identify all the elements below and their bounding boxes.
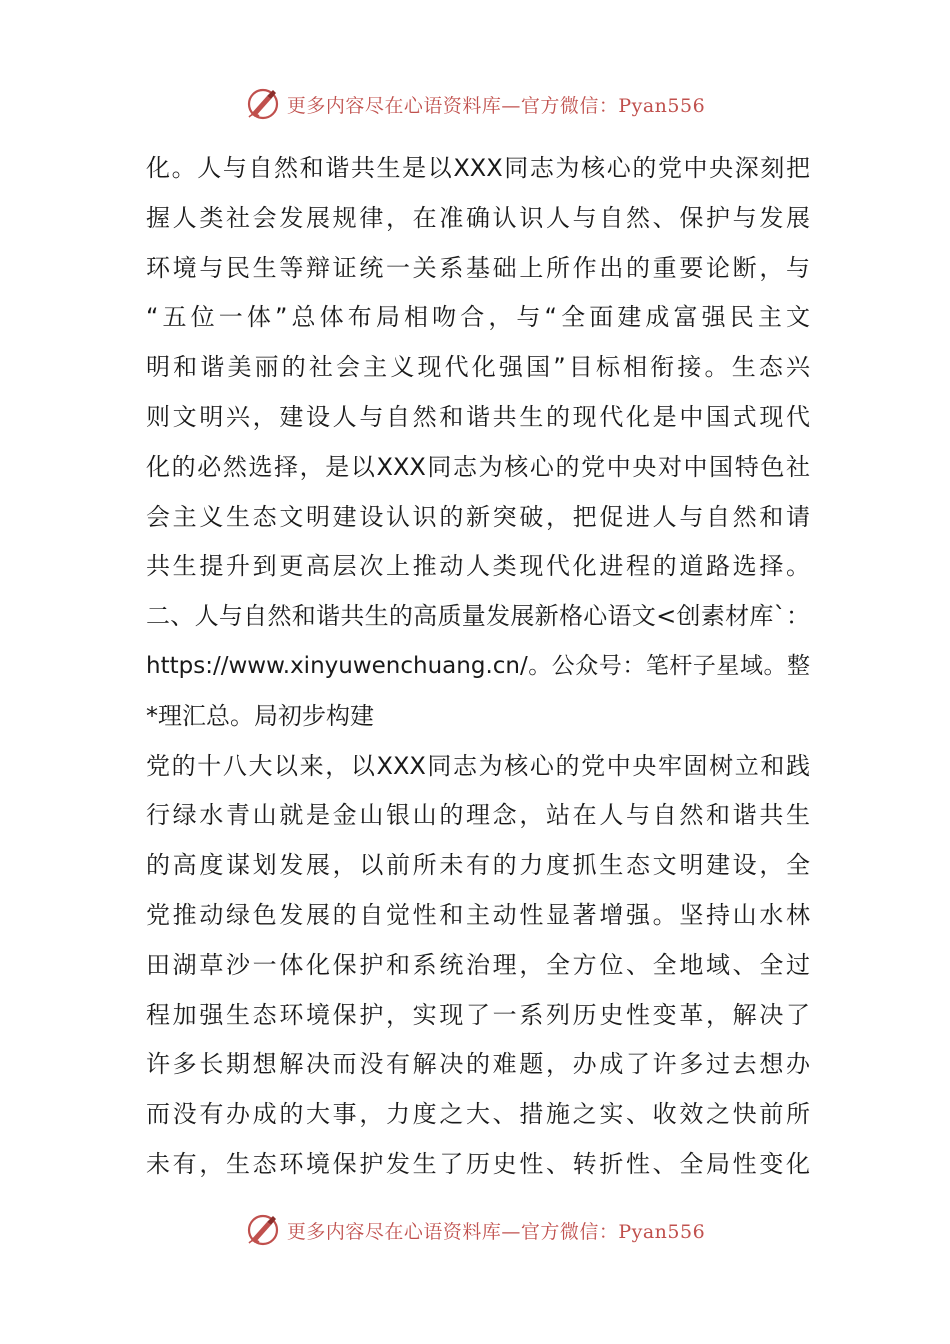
text-line: 共生提升到更高层次上推动人类现代化进程的道路选择。 [146,552,810,581]
text-line: “五位一体”总体布局相吻合，与“全面建成富强民主文 [146,303,810,332]
pen-circle-logo-icon [245,86,281,122]
text-line: 程加强生态环境保护，实现了一系列历史性变革，解决了 [146,1000,810,1029]
text-line: 行绿水青山就是金山银山的理念，站在人与自然和谐共生 [146,801,810,830]
pen-circle-logo-icon [245,1212,281,1248]
text-line: 则文明兴，建设人与自然和谐共生的现代化是中国式现代 [146,402,810,431]
header-banner [0,84,950,124]
source-url-line: https://www.xinyuwenchuang.cn/。公众号：笔杆子星域。整 [146,652,810,679]
text-line: 化的必然选择，是以XXX同志为核心的党中央对中国特色社 [146,452,810,481]
text-line: 环境与民生等辩证统一关系基础上所作出的重要论断，与 [146,253,810,282]
text-line: 而没有办成的大事，力度之大、措施之实、收效之快前所 [146,1100,810,1129]
header-banner-text: 更多内容尽在心语资料库—官方微信：Pyan556 [286,94,706,117]
text-line: 会主义生态文明建设认识的新突破，把促进人与自然和请 [146,502,810,531]
text-line: 的高度谋划发展，以前所未有的力度抓生态文明建设，全 [146,851,810,880]
text-line: 田湖草沙一体化保护和系统治理，全方位、全地域、全过 [146,950,810,979]
document-body [146,144,810,1190]
text-line: *理汇总。局初步构建 [146,701,374,730]
text-line: 党的十八大以来，以XXX同志为核心的党中央牢固树立和践 [146,751,810,780]
footer-banner-text: 更多内容尽在心语资料库—官方微信：Pyan556 [286,1220,706,1243]
footer-banner [0,1210,950,1250]
text-line: 握人类社会发展规律，在准确认识人与自然、保护与发展 [146,203,810,232]
text-line: 许多长期想解决而没有解决的难题，办成了许多过去想办 [146,1050,810,1079]
section-heading: 二、人与自然和谐共生的高质量发展新格心语文<创素材库`： [146,602,810,631]
text-line: 党推动绿色发展的自觉性和主动性显著增强。坚持山水林 [146,900,810,929]
text-line: 化。人与自然和谐共生是以XXX同志为核心的党中央深刻把 [146,154,810,182]
text-line: 未有，生态环境保护发生了历史性、转折性、全局性变化 [146,1149,810,1178]
text-line: 明和谐美丽的社会主义现代化强国”目标相衔接。生态兴 [146,353,810,382]
